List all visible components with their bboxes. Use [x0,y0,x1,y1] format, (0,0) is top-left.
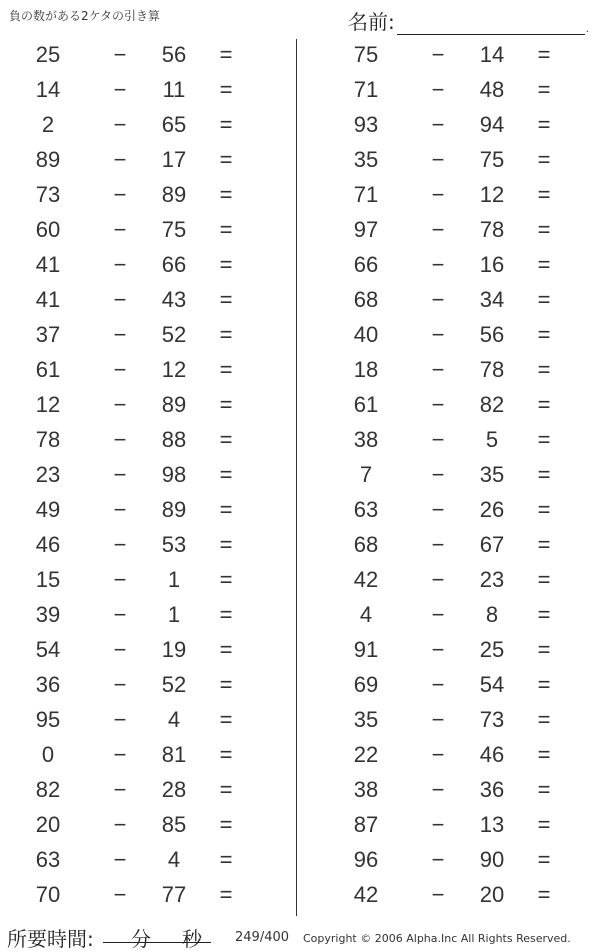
equals-sign: = [219,567,233,592]
minus-sign: − [431,882,445,907]
minus-sign: − [113,847,127,872]
minus-sign: − [431,42,445,67]
equals-sign: = [537,357,551,382]
equals-sign: = [537,322,551,347]
equals-sign: = [219,77,233,102]
minuend: 15 [35,567,61,592]
subtrahend: 8 [485,602,499,627]
minuend: 63 [35,847,61,872]
subtrahend: 75 [479,147,505,172]
minus-sign: − [431,392,445,417]
minuend: 39 [35,602,61,627]
minuend: 40 [353,322,379,347]
equals-sign: = [219,672,233,697]
subtrahend: 67 [479,532,505,557]
equals-sign: = [219,462,233,487]
subtrahend: 48 [479,77,505,102]
equals-sign: = [537,532,551,557]
equals-sign: = [219,812,233,837]
subtrahend: 35 [479,462,505,487]
problem-row [338,775,598,805]
minuend: 22 [353,742,379,767]
minuend: 69 [353,672,379,697]
minuend: 36 [35,672,61,697]
minuend: 37 [35,322,61,347]
minus-sign: − [113,707,127,732]
minus-sign: − [113,252,127,277]
equals-sign: = [537,707,551,732]
problem-row [338,635,598,665]
minus-sign: − [113,112,127,137]
problem-row [338,390,598,420]
minus-sign: − [431,357,445,382]
problem-row [338,565,598,595]
minus-sign: − [431,427,445,452]
minus-sign: − [431,182,445,207]
equals-sign: = [537,462,551,487]
problem-row [338,40,598,70]
problem-row [338,530,598,560]
equals-sign: = [537,182,551,207]
equals-sign: = [537,77,551,102]
equals-sign: = [537,567,551,592]
subtrahend: 19 [161,637,187,662]
minuend: 23 [35,462,61,487]
minuend: 87 [353,812,379,837]
minuend: 49 [35,497,61,522]
minus-sign: − [113,742,127,767]
subtrahend: 98 [161,462,187,487]
minuend: 63 [353,497,379,522]
equals-sign: = [537,882,551,907]
minus-sign: − [431,602,445,627]
minus-sign: − [431,497,445,522]
page-counter: 249/400 [235,930,290,945]
minuend: 96 [353,847,379,872]
problem-row [338,250,598,280]
subtrahend: 13 [479,812,505,837]
minus-sign: − [431,147,445,172]
equals-sign: = [537,847,551,872]
minuend: 82 [35,777,61,802]
subtrahend: 73 [479,707,505,732]
subtrahend: 89 [161,182,187,207]
subtrahend: 23 [479,567,505,592]
equals-sign: = [219,742,233,767]
minus-sign: − [113,462,127,487]
minuend: 54 [35,637,61,662]
subtrahend: 78 [479,357,505,382]
subtrahend: 56 [161,42,187,67]
equals-sign: = [537,147,551,172]
problem-row [338,670,598,700]
equals-sign: = [219,217,233,242]
equals-sign: = [219,112,233,137]
subtrahend: 54 [479,672,505,697]
equals-sign: = [219,532,233,557]
minus-sign: − [431,672,445,697]
subtrahend: 78 [479,217,505,242]
minus-sign: − [113,77,127,102]
minuend: 25 [35,42,61,67]
minuend: 95 [35,707,61,732]
minuend: 4 [359,602,373,627]
problem-row [338,460,598,490]
problem-row [338,600,598,630]
minus-sign: − [431,252,445,277]
problem-row [338,355,598,385]
minuend: 12 [35,392,61,417]
equals-sign: = [219,637,233,662]
problem-row [338,215,598,245]
equals-sign: = [537,637,551,662]
subtrahend: 4 [167,847,181,872]
minus-sign: − [113,602,127,627]
equals-sign: = [537,217,551,242]
subtrahend: 12 [479,182,505,207]
minus-sign: − [431,532,445,557]
subtrahend: 43 [161,287,187,312]
equals-sign: = [219,602,233,627]
problem-row [338,495,598,525]
problem-row [338,285,598,315]
minus-sign: − [113,42,127,67]
time-label: 所要時間: [7,927,94,951]
subtrahend: 89 [161,497,187,522]
minuend: 75 [353,42,379,67]
minuend: 46 [35,532,61,557]
equals-sign: = [219,322,233,347]
minus-sign: − [113,392,127,417]
minus-sign: − [431,707,445,732]
minuend: 38 [353,777,379,802]
minuend: 60 [35,217,61,242]
minuend: 61 [35,357,61,382]
minuend: 42 [353,567,379,592]
problem-row [338,75,598,105]
problem-row [338,180,598,210]
equals-sign: = [219,42,233,67]
minus-sign: − [431,637,445,662]
minuend: 97 [353,217,379,242]
subtrahend: 36 [479,777,505,802]
problem-row [338,425,598,455]
subtrahend: 17 [161,147,187,172]
minus-sign: − [431,847,445,872]
equals-sign: = [537,497,551,522]
minus-sign: − [113,427,127,452]
minuend: 68 [353,532,379,557]
minuend: 41 [35,287,61,312]
minus-sign: − [113,287,127,312]
subtrahend: 14 [479,42,505,67]
minus-sign: − [113,882,127,907]
subtrahend: 11 [162,77,186,102]
minuend: 70 [35,882,61,907]
minus-sign: − [113,497,127,522]
minuend: 2 [41,112,55,137]
equals-sign: = [537,427,551,452]
minutes-unit: 分 [131,927,151,951]
problem-row [338,705,598,735]
copyright-notice: Copyright © 2006 Alpha.Inc All Rights Reserved. [303,932,571,945]
minuend: 71 [353,182,379,207]
minuend: 66 [353,252,379,277]
problem-row [338,110,598,140]
equals-sign: = [219,287,233,312]
subtrahend: 82 [479,392,505,417]
minuend: 20 [35,812,61,837]
minus-sign: − [431,567,445,592]
minuend: 35 [353,707,379,732]
seconds-unit: 秒 [182,927,202,951]
minus-sign: − [431,462,445,487]
minuend: 61 [353,392,379,417]
equals-sign: = [537,112,551,137]
minus-sign: − [113,672,127,697]
name-label: 名前: [348,10,395,34]
subtrahend: 16 [479,252,505,277]
subtrahend: 90 [479,847,505,872]
subtrahend: 94 [479,112,505,137]
subtrahend: 5 [485,427,499,452]
minus-sign: − [113,637,127,662]
minus-sign: − [113,182,127,207]
problem-row [338,880,598,910]
subtrahend: 46 [479,742,505,767]
problem-row [338,810,598,840]
minuend: 18 [353,357,379,382]
equals-sign: = [537,602,551,627]
minus-sign: − [431,217,445,242]
subtrahend: 53 [161,532,187,557]
equals-sign: = [537,777,551,802]
equals-sign: = [219,182,233,207]
subtrahend: 81 [161,742,187,767]
minus-sign: − [113,812,127,837]
equals-sign: = [537,287,551,312]
equals-sign: = [219,357,233,382]
subtrahend: 89 [161,392,187,417]
equals-sign: = [219,777,233,802]
equals-sign: = [219,847,233,872]
minus-sign: − [431,742,445,767]
subtrahend: 25 [479,637,505,662]
equals-sign: = [219,252,233,277]
subtrahend: 65 [161,112,187,137]
minus-sign: − [113,532,127,557]
minuend: 93 [353,112,379,137]
equals-sign: = [219,882,233,907]
minuend: 35 [353,147,379,172]
minuend: 14 [35,77,61,102]
subtrahend: 1 [167,602,181,627]
minuend: 71 [353,77,379,102]
subtrahend: 28 [161,777,187,802]
minus-sign: − [431,77,445,102]
subtrahend: 26 [479,497,505,522]
equals-sign: = [537,392,551,417]
subtrahend: 75 [161,217,187,242]
minus-sign: − [431,112,445,137]
minuend: 41 [35,252,61,277]
minus-sign: − [113,147,127,172]
equals-sign: = [219,497,233,522]
subtrahend: 12 [161,357,187,382]
name-dot: . [585,24,589,35]
minuend: 89 [35,147,61,172]
minus-sign: − [113,322,127,347]
minuend: 42 [353,882,379,907]
minus-sign: − [431,777,445,802]
minus-sign: − [431,322,445,347]
minuend: 7 [359,462,373,487]
subtrahend: 1 [167,567,181,592]
minuend: 68 [353,287,379,312]
equals-sign: = [219,707,233,732]
subtrahend: 66 [161,252,187,277]
footer [7,920,600,952]
equals-sign: = [537,42,551,67]
subtrahend: 77 [161,882,187,907]
minus-sign: − [113,357,127,382]
equals-sign: = [537,252,551,277]
subtrahend: 52 [161,672,187,697]
subtrahend: 20 [479,882,505,907]
subtrahend: 88 [161,427,187,452]
minus-sign: − [113,217,127,242]
minus-sign: − [431,812,445,837]
minus-sign: − [113,567,127,592]
problem-row [338,145,598,175]
minuend: 38 [353,427,379,452]
minuend: 0 [41,742,55,767]
problem-row [338,740,598,770]
minuend: 78 [35,427,61,452]
equals-sign: = [537,812,551,837]
problem-row [338,845,598,875]
worksheet-title: 負の数がある2ケタの引き算 [9,9,161,23]
subtrahend: 34 [479,287,505,312]
minuend: 91 [353,637,379,662]
equals-sign: = [219,392,233,417]
equals-sign: = [537,672,551,697]
minus-sign: − [431,287,445,312]
minuend: 73 [35,182,61,207]
problem-row [338,320,598,350]
subtrahend: 4 [167,707,181,732]
subtrahend: 56 [479,322,505,347]
subtrahend: 85 [161,812,187,837]
minus-sign: − [113,777,127,802]
equals-sign: = [219,147,233,172]
equals-sign: = [219,427,233,452]
equals-sign: = [537,742,551,767]
subtrahend: 52 [161,322,187,347]
